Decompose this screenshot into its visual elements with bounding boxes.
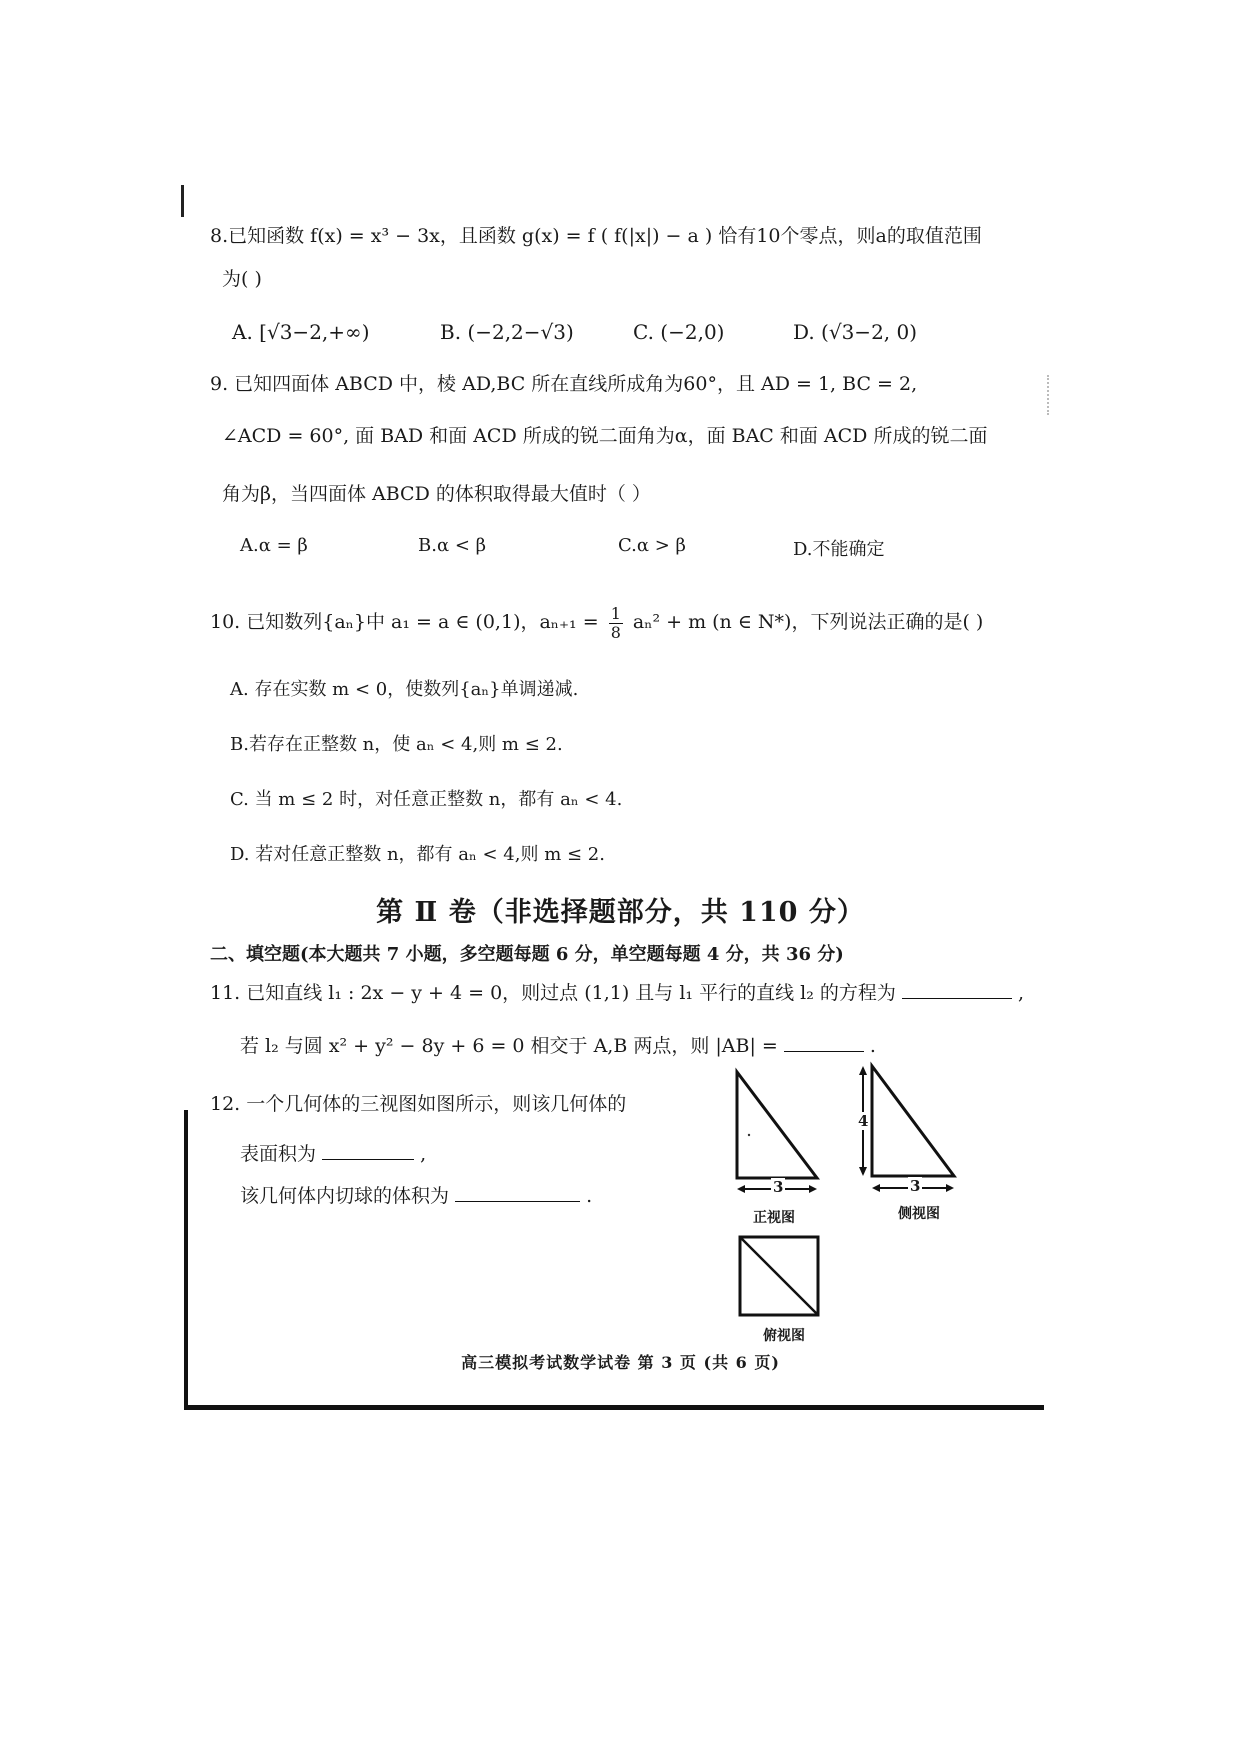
q9-stem: 9. 已知四面体 ABCD 中，棱 AD,BC 所在直线所成角为60°，且 AD = 1, BC = 2, [210,373,918,395]
q8-option-b: B. (−2,2−√3) [440,320,574,344]
q10-frac-numerator: 1 [610,604,621,623]
q12-stem: 12. 一个几何体的三视图如图所示，则该几何体的 [210,1093,627,1115]
scan-mark [181,185,184,217]
q8-option-d: D. (√3−2, 0) [793,320,918,344]
q10-stem [210,605,983,641]
q11-line1 [210,982,1024,1005]
q10-option-b: B.若存在正整数 n，使 aₙ < 4,则 m ≤ 2. [230,734,563,755]
top-view-diagonal [740,1237,818,1315]
side-view-caption: 侧视图 [898,1206,940,1222]
page-footer: 高三模拟考试数学试卷 第 3 页 (共 6 页) [461,1353,780,1372]
page-bottom-border [184,1405,1044,1410]
q12-line2 [240,1143,426,1166]
q12-answer-blank-2[interactable] [455,1201,580,1202]
q10-option-c: C. 当 m ≤ 2 时，对任意正整数 n，都有 aₙ < 4. [230,789,623,810]
q8-stem: 8.已知函数 f(x) = x³ − 3x，且函数 g(x) = f ( f(|x|) − a ) 恰有10个零点，则a的取值范围 [210,225,982,247]
subsection-title: 二、填空题(本大题共 7 小题，多空题每题 6 分，单空题每题 4 分，共 36 分) [210,944,844,965]
q11-answer-blank-1[interactable] [902,998,1012,999]
q10-fraction [609,605,623,641]
section-title: 第 Ⅱ 卷（非选择题部分，共 110 分） [376,897,865,928]
q8-option-a: A. [√3−2,+∞) [232,320,370,344]
q9-stem-cont2: 角为β，当四面体 ABCD 的体积取得最大值时（ ） [222,483,651,505]
side-height-label: 4 [858,1112,869,1130]
front-dim-label: 3 [773,1178,784,1196]
q11-answer-blank-2[interactable] [784,1051,864,1052]
q9-option-a: A.α = β [240,535,308,556]
front-view-caption: 正视图 [753,1210,795,1226]
side-view-triangle [872,1066,954,1176]
q12-answer-blank-1[interactable] [322,1159,414,1160]
q9-stem-cont: ∠ACD = 60°, 面 BAD 和面 ACD 所成的锐二面角为α，面 BAC 和面 ACD 所成的锐二面 [222,425,988,447]
q11-line2 [240,1035,876,1058]
q9-option-b: B.α < β [418,535,487,556]
front-view-triangle [737,1072,817,1178]
q11-stem: 11. 已知直线 l₁ : 2x − y + 4 = 0，则过点 (1,1) 且与 l₁ 平行的直线 l₂ 的方程为 [210,982,896,1004]
q10-stem-suffix: aₙ² + m (n ∈ N*)，下列说法正确的是( ) [632,611,984,634]
q11-stem-cont: 若 l₂ 与圆 x² + y² − 8y + 6 = 0 相交于 A,B 两点，则 |AB| = [240,1035,778,1057]
side-width-label: 3 [910,1177,921,1195]
q11-line2-end: . [869,1035,876,1057]
q12-line3 [240,1185,592,1208]
page-left-border [184,1110,188,1410]
q10-option-a: A. 存在实数 m < 0，使数列{aₙ}单调递减. [230,679,579,700]
front-view-figure [735,1070,825,1204]
q12-volume-label: 该几何体内切球的体积为 [240,1185,450,1207]
q12-line2-end: , [420,1143,427,1165]
q10-frac-denominator: 8 [610,622,621,642]
q9-option-d: D.不能确定 [793,539,885,560]
top-view-caption: 俯视图 [763,1328,805,1344]
q12-surface-label: 表面积为 [240,1143,317,1165]
q8-option-c: C. (−2,0) [633,320,725,344]
q10-stem-prefix: 10. 已知数列{aₙ}中 a₁ = a ∈ (0,1)，aₙ₊₁ = [210,611,599,634]
scan-dots [1047,375,1052,415]
q9-option-c: C.α > β [618,535,686,556]
q10-option-d: D. 若对任意正整数 n，都有 aₙ < 4,则 m ≤ 2. [230,844,605,865]
top-view-figure [738,1235,822,1323]
side-view-figure [858,1062,958,1201]
q12-line3-end: . [586,1185,593,1207]
q8-stem-cont: 为( ) [222,268,262,290]
q11-line1-end: , [1017,982,1024,1004]
